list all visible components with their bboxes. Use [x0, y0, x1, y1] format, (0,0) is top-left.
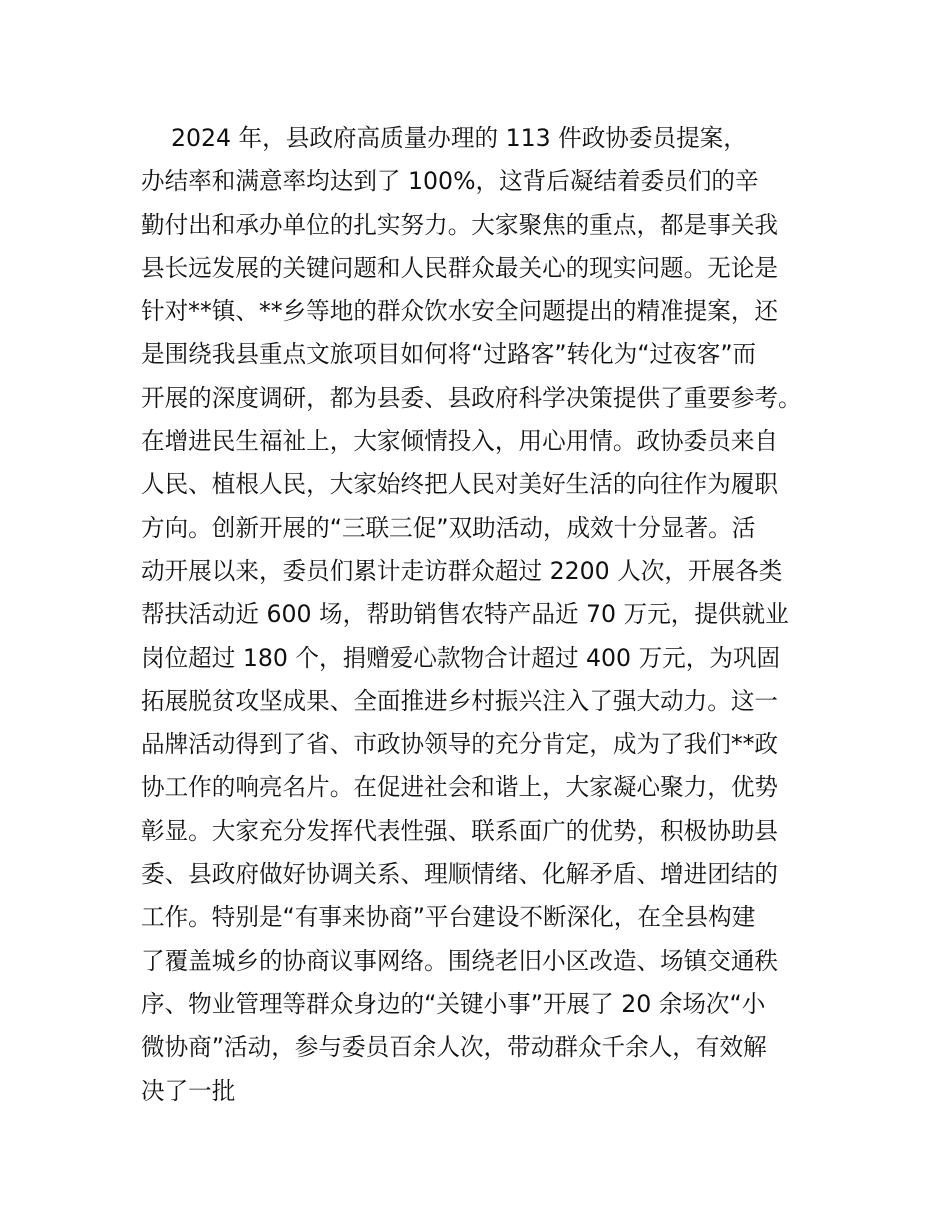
text-line: 针对**镇、**乡等地的群众饮水安全问题提出的精准提案，还	[141, 297, 779, 326]
text-line: 是围绕我县重点文旅项目如何将“过路客”转化为“过夜客”而	[141, 340, 757, 369]
text-line: 品牌活动得到了省、市政协领导的充分肯定，成为了我们**政	[141, 730, 779, 759]
text-line: 勤付出和承办单位的扎实努力。大家聚焦的重点，都是事关我	[141, 210, 779, 239]
text-line: 人民、植根人民，大家始终把人民对美好生活的向往作为履职	[141, 470, 779, 499]
text-line: 彰显。大家充分发挥代表性强、联系面广的优势，积极协助县	[141, 816, 779, 845]
text-line: 协工作的响亮名片。在促进社会和谐上，大家凝心聚力，优势	[141, 773, 779, 802]
text-line: 2024 年，县政府高质量办理的 113 件政协委员提案，	[141, 124, 747, 152]
text-line: 帮扶活动近 600 场，帮助销售农特产品近 70 万元，提供就业	[141, 600, 789, 629]
text-line: 动开展以来，委员们累计走访群众超过 2200 人次，开展各类	[141, 556, 783, 585]
text-line: 序、物业管理等群众身边的“关键小事”开展了 20 余场次“小	[141, 989, 766, 1018]
text-line: 了覆盖城乡的协商议事网络。围绕老旧小区改造、场镇交通秩	[141, 946, 779, 975]
text-line: 决了一批	[141, 1076, 236, 1105]
text-line: 委、县政府做好协调关系、理顺情绪、化解矛盾、增进团结的	[141, 860, 779, 889]
text-line: 拓展脱贫攻坚成果、全面推进乡村振兴注入了强大动力。这一	[141, 686, 779, 715]
text-line: 微协商”活动，参与委员百余人次，带动群众千余人，有效解	[141, 1033, 767, 1062]
text-line: 在增进民生福祉上，大家倾情投入，用心用情。政协委员来自	[141, 427, 779, 456]
text-line: 县长远发展的关键问题和人民群众最关心的现实问题。无论是	[141, 253, 779, 282]
text-line: 开展的深度调研，都为县委、县政府科学决策提供了重要参考。	[141, 383, 802, 412]
body-paragraph	[141, 117, 821, 1113]
text-line: 工作。特别是“有事来协商”平台建设不断深化，在全县构建	[141, 903, 756, 932]
text-line: 方向。创新开展的“三联三促”双助活动，成效十分显著。活	[141, 513, 756, 542]
text-line: 办结率和满意率均达到了 100%，这背后凝结着委员们的辛	[141, 167, 759, 196]
text-line: 岗位超过 180 个，捐赠爱心款物合计超过 400 万元，为巩固	[141, 643, 781, 672]
